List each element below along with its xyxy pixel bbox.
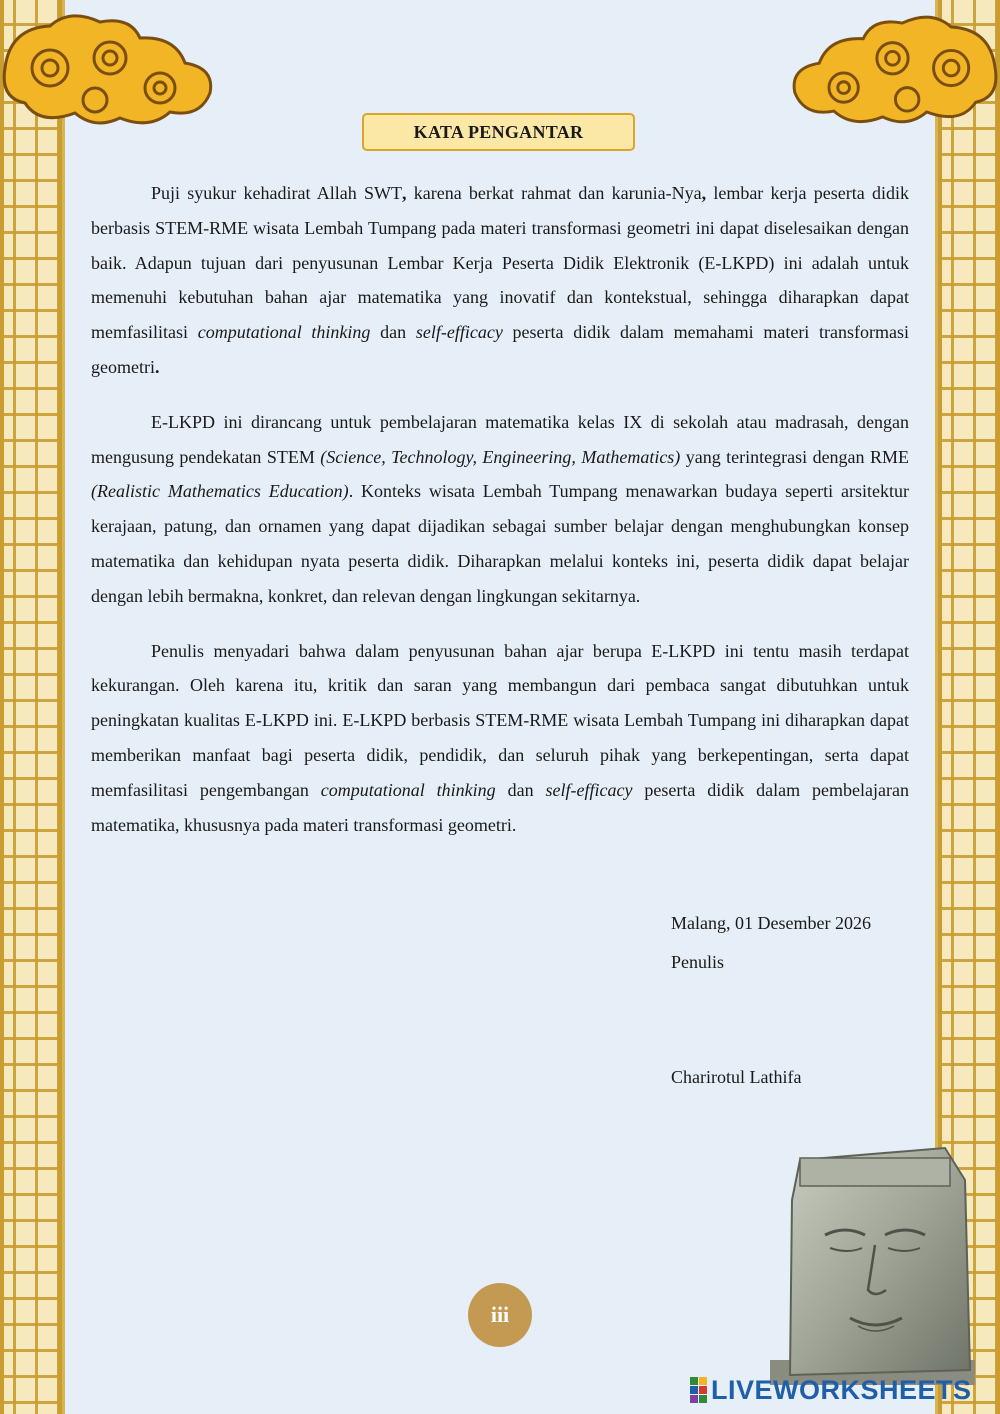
text-run: lembar kerja peserta didik berbasis STEM-RME wisata Lembah Tumpang pada materi transformasi geometri ini dapat diselesaikan dengan baik. Adapun tujuan dari penyusunan Lembar Kerja Peserta Didik Elektronik (E-LKPD) ini adalah untuk memenuhi kebutuhan bahan ajar matematika yang inovatif dan kontekstual, sehingga diharapkan dapat memfasilitasi — [91, 183, 909, 343]
page-title — [362, 113, 635, 151]
left-inner-line — [62, 0, 65, 1414]
left-ornament-border — [0, 0, 62, 1414]
text-run: peserta didik dalam pembelajaran matematika, khususnya pada materi transformasi geometri. — [91, 779, 909, 835]
text-run: Penulis menyadari bahwa dalam penyusunan bahan ajar berupa E-LKPD ini tentu masih terdapat kekurangan. Oleh karena itu, kritik dan saran yang membangun dari pembaca sangat dibutuhkan untuk peningkatan kualitas E-LKPD ini. E-LKPD berbasis STEM-RME wisata Lembah Tumpang ini diharapkan dapat memberikan manfaat bagi peserta didik, pendidik, dan seluruh pihak yang berkepentingan, serta dapat memfasilitasi pengembangan — [91, 640, 909, 800]
paragraph-3 — [91, 634, 909, 843]
text-run: peserta didik dalam memahami materi transformasi geometri — [91, 322, 910, 377]
text-run: . — [154, 356, 160, 377]
text-run: computational thinking — [320, 779, 496, 800]
watermark-text: LIVEWORKSHEETS — [711, 1374, 972, 1405]
text-run: karena berkat rahmat dan karunia-Nya — [406, 183, 702, 203]
foreword-body — [91, 176, 909, 862]
text-run: , — [401, 183, 407, 203]
page-title-text: KATA PENGANTAR — [413, 121, 584, 142]
signature-name: Charirotul Lathifa — [671, 1067, 802, 1087]
liveworksheets-watermark — [690, 1376, 972, 1404]
page-number-badge — [468, 1283, 532, 1347]
paragraph-1 — [91, 176, 909, 385]
cloud-ornament-right — [785, 8, 1000, 133]
text-run: E-LKPD ini dirancang untuk pembelajaran matematika kelas IX di sekolah atau madrasah, dengan mengusung pendekatan STEM — [91, 411, 909, 467]
text-run: . Konteks wisata Lembah Tumpang menawarkan budaya seperti arsitektur kerajaan, patung, dan ornamen yang dapat dijadikan sebagai sumber belajar dengan menghubungkan konsep matematika dan kehidupan nyata peserta didik. Diharapkan melalui konteks ini, peserta didik dapat belajar dengan lebih bermakna, konkret, dan relevan dengan lingkungan sekitarnya. — [91, 481, 910, 606]
text-run: Puji syukur kehadirat Allah SWT — [151, 183, 402, 203]
text-run: self-efficacy — [545, 779, 633, 800]
text-run: yang terintegrasi dengan RME — [680, 446, 909, 467]
liveworksheets-logo-icon — [690, 1377, 707, 1403]
signature-role: Penulis — [671, 952, 725, 972]
paragraph-2 — [91, 405, 909, 614]
signature-place-date: Malang, 01 Desember 2026 — [671, 913, 871, 933]
text-run: (Realistic Mathematics Education) — [91, 481, 349, 502]
cloud-ornament-left — [0, 8, 220, 133]
text-run: , — [701, 183, 707, 203]
text-run: computational thinking — [197, 322, 371, 343]
text-run: dan — [370, 322, 416, 343]
page-number: iii — [490, 1302, 510, 1327]
statue-head-illustration — [770, 1140, 975, 1385]
text-run: dan — [495, 779, 546, 800]
text-run: (Science, Technology, Engineering, Mathematics) — [320, 446, 681, 467]
text-run: self-efficacy — [415, 322, 503, 343]
